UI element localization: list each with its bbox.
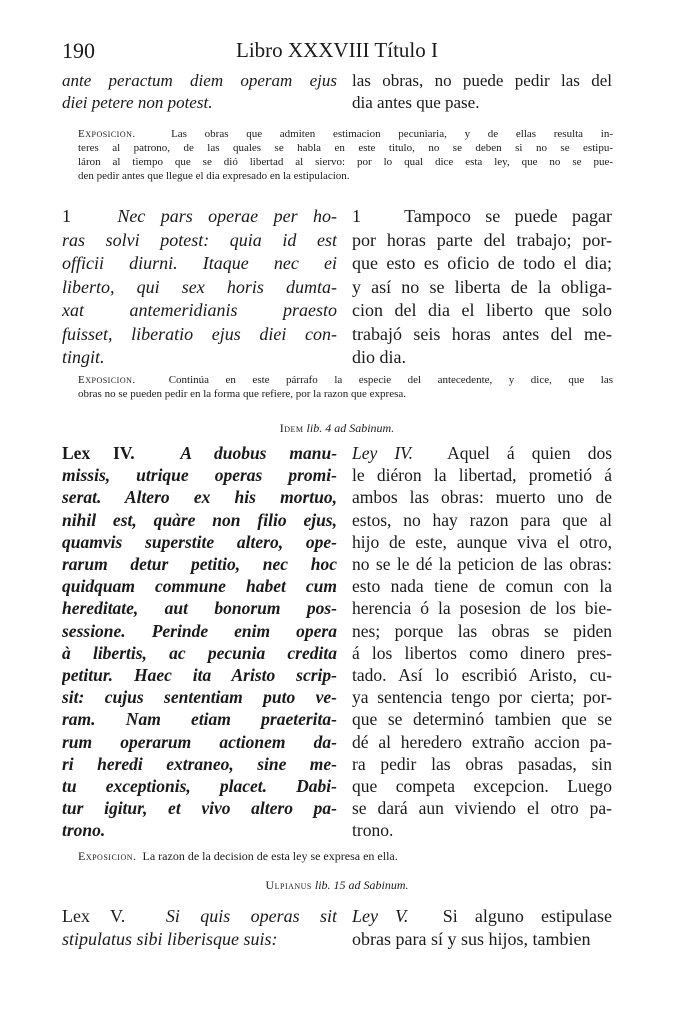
spanish-line: Si alguno estipulase bbox=[442, 906, 612, 926]
spanish-line: por horas parte del trabajo; por- bbox=[352, 229, 612, 250]
spanish-column bbox=[352, 205, 612, 370]
spanish-line: dé al heredero extraño accion pa- bbox=[352, 731, 612, 752]
note-line: den pedir antes que llegue el dia expresado en la estipulacion. bbox=[78, 170, 350, 182]
spanish-line: que esto es oficio de todo el dia; bbox=[352, 253, 612, 273]
latin-line: nihil est, quàre non filio ejus, bbox=[62, 509, 337, 530]
spanish-line: Aquel á quien dos bbox=[447, 443, 612, 463]
paragraph-number: 1 bbox=[352, 206, 361, 226]
latin-line: tingit. bbox=[62, 347, 105, 367]
spanish-line: las obras, no puede pedir las del bbox=[352, 71, 612, 90]
note-line: teres al patrono, de las quales se habla en este titulo, no se deben si no se estipu- bbox=[78, 142, 613, 154]
latin-line: quamvis superstite altero, ope- bbox=[62, 531, 337, 552]
spanish-line: y así no se liberta de la obliga- bbox=[352, 276, 612, 297]
citation-author: Idem bbox=[279, 421, 304, 435]
spanish-line: no se le dé la peticion de las obras: bbox=[352, 554, 612, 575]
note-line: La razon de la decision de esta ley se expresa en ella. bbox=[142, 849, 398, 863]
note-line: láron al tiempo que se dió libertad al siervo: por lo qual dice esta ley, que no se pue- bbox=[78, 156, 613, 168]
latin-line: ri heredi extraneo, sine me- bbox=[62, 753, 337, 774]
spanish-line: trono. bbox=[352, 820, 394, 841]
exposicion-label: Exposicion. bbox=[78, 849, 137, 863]
exposicion-label: Exposicion. bbox=[78, 374, 136, 386]
page-number: 190 bbox=[62, 38, 95, 63]
latin-column bbox=[62, 905, 337, 951]
latin-line: fuisset, liberatio ejus diei con- bbox=[62, 323, 337, 344]
spanish-column bbox=[352, 905, 612, 951]
note-line: Continúa en este párrafo la especie del antecedente, y dice, que las bbox=[168, 374, 613, 386]
note-line: Las obras que admiten estimacion pecuniaria, y de ellas resulta in- bbox=[171, 128, 613, 140]
latin-line: trono. bbox=[62, 820, 106, 841]
latin-line: sessione. Perinde enim opera bbox=[62, 620, 337, 641]
spanish-line: se dará aun viviendo el otro pa- bbox=[352, 798, 612, 819]
latin-line: ram. Nam etiam praeterita- bbox=[62, 709, 337, 730]
latin-line: Si quis operas sit bbox=[165, 906, 337, 926]
latin-column bbox=[62, 442, 337, 842]
source-citation bbox=[62, 421, 612, 436]
latin-line: petitur. Haec ita Aristo scrip- bbox=[62, 665, 337, 686]
spanish-line: dio dia. bbox=[352, 347, 406, 367]
spanish-line: esto nada tiene de comun con la bbox=[352, 576, 612, 597]
latin-line: stipulatus sibi liberisque suis: bbox=[62, 929, 278, 949]
latin-line: quidquam commune habet cum bbox=[62, 576, 337, 597]
spanish-line: ambos las obras: muerto uno de bbox=[352, 487, 612, 508]
law-number: Ley V. bbox=[352, 906, 409, 926]
law-number: Lex V. bbox=[62, 906, 126, 926]
latin-line: serat. Altero ex his mortuo, bbox=[62, 487, 337, 508]
exposicion-label: Exposicion. bbox=[78, 128, 136, 140]
spanish-line: le diéron la libertad, prometió á bbox=[352, 465, 612, 486]
spanish-line: Tampoco se puede pagar bbox=[404, 206, 612, 226]
latin-column bbox=[62, 70, 337, 114]
law-number: Ley IV. bbox=[352, 443, 413, 463]
spanish-line: que competa excepcion. Luego bbox=[352, 776, 612, 797]
spanish-line: trabajó seis horas antes del me- bbox=[352, 323, 612, 344]
exposicion-note bbox=[78, 127, 613, 183]
spanish-line: tado. Así lo escribió Aristo, cu- bbox=[352, 665, 612, 686]
law-number: Lex IV. bbox=[62, 443, 135, 463]
exposicion-note bbox=[78, 373, 613, 401]
latin-line: missis, utrique operas promi- bbox=[62, 465, 337, 486]
exposicion-note bbox=[78, 849, 613, 863]
spanish-line: á los libertos como dinero pres- bbox=[352, 642, 612, 663]
spanish-column bbox=[352, 442, 612, 842]
latin-line: à libertis, ac pecunia credita bbox=[62, 642, 337, 663]
latin-line: rum operarum actionem da- bbox=[62, 731, 337, 752]
latin-line: ante peractum diem operam ejus bbox=[62, 71, 337, 90]
latin-line: Nec pars operae per ho- bbox=[117, 206, 337, 226]
latin-line: rarum detur petitio, nec hoc bbox=[62, 554, 337, 575]
latin-line: diei petere non potest. bbox=[62, 93, 213, 112]
spanish-line: hijo de este, aunque viva el otro, bbox=[352, 531, 612, 552]
latin-line: A duobus manu- bbox=[180, 443, 337, 463]
citation-reference: lib. 15 ad Sabinum. bbox=[314, 878, 409, 892]
citation-reference: lib. 4 ad Sabinum. bbox=[306, 421, 395, 435]
latin-line: sit: cujus sententiam puto ve- bbox=[62, 687, 337, 708]
latin-line: hereditate, aut bonorum pos- bbox=[62, 598, 337, 619]
spanish-line: nes; porque las obras se piden bbox=[352, 620, 612, 641]
latin-line: officii diurni. Itaque nec ei bbox=[62, 253, 337, 273]
spanish-line: cion del dia el liberto que solo bbox=[352, 300, 612, 320]
spanish-column bbox=[352, 70, 612, 114]
paragraph-number: 1 bbox=[62, 206, 71, 226]
spanish-line: dia antes que pase. bbox=[352, 93, 480, 112]
note-line: obras no se pueden pedir en la forma que refiere, por la razon que expresa. bbox=[78, 388, 407, 400]
source-citation bbox=[62, 878, 612, 893]
latin-line: ras solvi potest: quia id est bbox=[62, 229, 337, 250]
running-title: Libro XXXVIII Título I bbox=[236, 38, 438, 62]
latin-column bbox=[62, 205, 337, 370]
spanish-line: herencia ó la posesion de los bie- bbox=[352, 598, 612, 619]
spanish-line: que se determinó tambien que se bbox=[352, 709, 612, 730]
latin-line: liberto, qui sex horis dumta- bbox=[62, 276, 337, 297]
spanish-line: estos, no hay razon para que al bbox=[352, 509, 612, 530]
latin-line: tur igitur, et vivo altero pa- bbox=[62, 798, 337, 819]
citation-author: Ulpianus bbox=[265, 878, 312, 892]
latin-line: tu exceptionis, placet. Dabi- bbox=[62, 776, 337, 797]
spanish-line: ya sentencia tengo por cierta; por- bbox=[352, 687, 612, 708]
spanish-line: ra pedir las obras pasadas, sin bbox=[352, 753, 612, 774]
latin-line: xat antemeridianis praesto bbox=[62, 300, 337, 320]
spanish-line: obras para sí y sus hijos, tambien bbox=[352, 929, 591, 949]
page-header bbox=[62, 38, 612, 68]
